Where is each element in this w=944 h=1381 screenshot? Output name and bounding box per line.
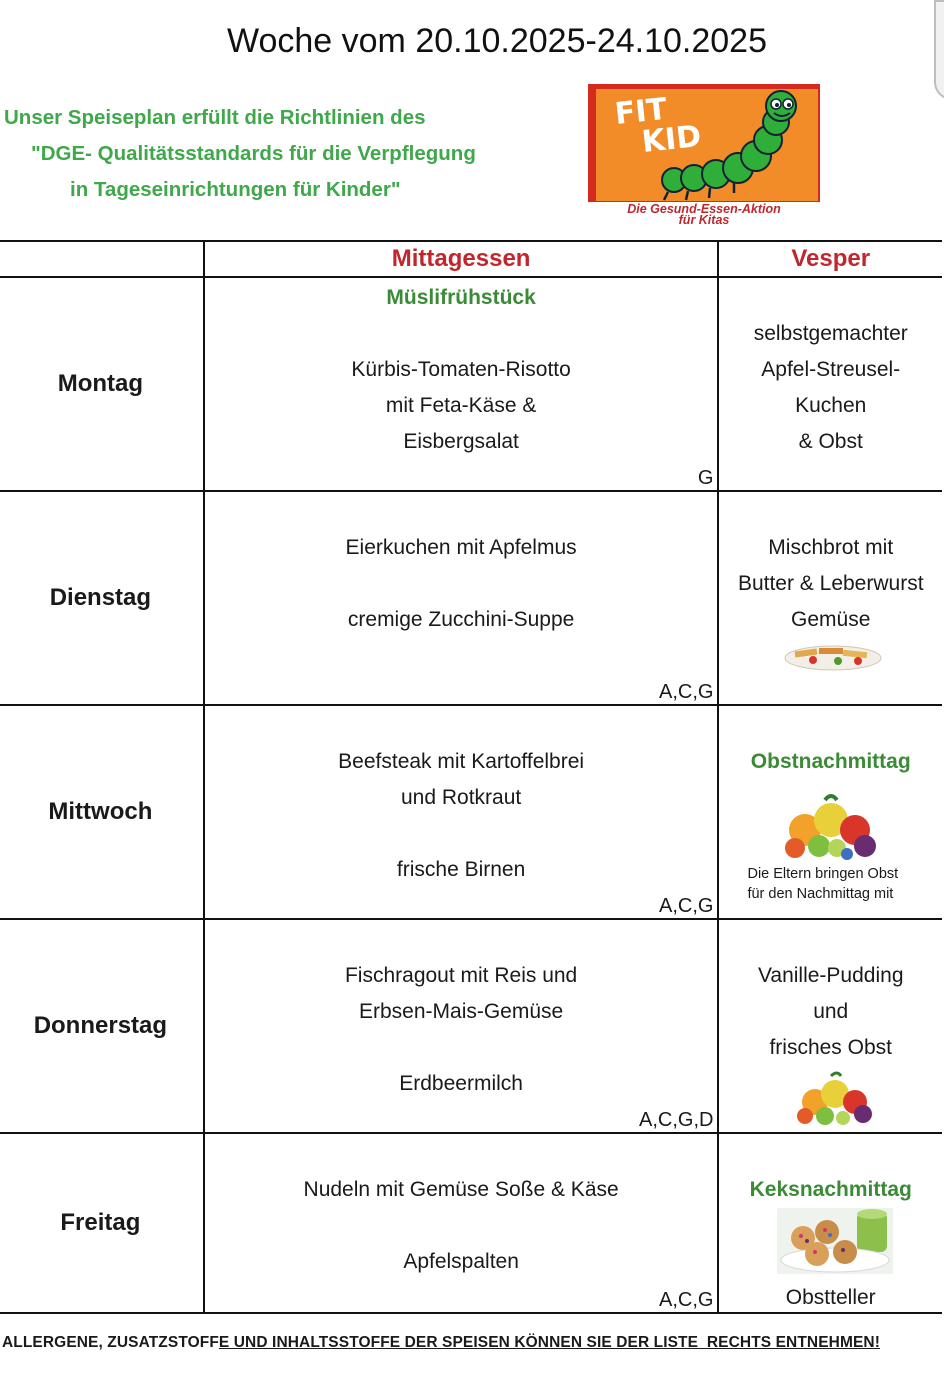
lunch-line — [205, 1030, 718, 1066]
footer-part: E UND INHALTSSTOFFE DER SPEISEN KÖNNEN SIE DER LISTE — [218, 1334, 699, 1351]
page-title: Woche vom 20.10.2025-24.10.2025 — [227, 22, 767, 60]
table-row — [0, 919, 942, 1133]
vesper-line: Apfel-Streusel- — [761, 358, 901, 381]
allergen-codes: G — [697, 467, 714, 489]
footer-part: ALLERGENE, ZUSATZSTOFF — [2, 1334, 219, 1351]
vesper-line: Kuchen — [795, 394, 867, 417]
vesper-note-line: Die Eltern bringen Obst — [747, 866, 899, 882]
vesper-title: Obstnachmittag — [750, 750, 911, 773]
vesper-line: Mischbrot mit — [768, 536, 894, 559]
lunch-line: Erdbeermilch — [399, 1072, 523, 1095]
lunch-special: Müslifrühstück — [386, 286, 536, 309]
lunch-cell — [204, 277, 719, 491]
vesper-title: Keksnachmittag — [749, 1178, 912, 1201]
logo-fit-text: FIT — [613, 91, 669, 132]
day-label: Dienstag — [0, 491, 204, 705]
vesper-footer-text: Obstteller — [785, 1286, 876, 1309]
lunch-cell — [204, 1133, 719, 1313]
lunch-line: Beefsteak mit Kartoffelbrei — [338, 750, 585, 773]
header-vesper: Vesper — [718, 241, 942, 277]
logo-subtitle-line: Die Gesund-Essen-Aktion — [627, 202, 781, 216]
table-row — [0, 1133, 942, 1313]
lunch-line: und Rotkraut — [400, 786, 522, 809]
cookies-icon — [777, 1208, 893, 1274]
vesper-cell — [718, 705, 942, 919]
table-row — [0, 491, 942, 705]
lunch-line: cremige Zucchini-Suppe — [347, 608, 575, 631]
guideline-line: "DGE- Qualitätsstandards für die Verpflegung — [31, 142, 476, 165]
day-label: Montag — [0, 277, 204, 491]
lunch-line: mit Feta-Käse & — [385, 394, 537, 417]
header-day-cell — [0, 241, 204, 277]
footer-part — [698, 1334, 707, 1351]
logo-kid-text: KID — [640, 118, 703, 160]
lunch-line — [205, 816, 718, 852]
allergen-codes: A,C,G — [659, 1289, 714, 1311]
vesper-cell — [718, 491, 942, 705]
lunch-line: Nudeln mit Gemüse Soße & Käse — [303, 1178, 619, 1201]
guideline-line: Unser Speiseplan erfüllt die Richtlinien des — [4, 106, 426, 129]
vesper-cell — [718, 919, 942, 1133]
lunch-line: frische Birnen — [396, 858, 526, 881]
allergen-codes: A,C,G — [659, 895, 714, 917]
table-row — [0, 277, 942, 491]
logo-subtitle-line: für Kitas — [678, 213, 730, 227]
allergen-footer-note — [2, 1334, 880, 1352]
day-label: Donnerstag — [0, 919, 204, 1133]
fruit-pile-icon — [791, 1070, 879, 1126]
logo-subtitle — [588, 204, 820, 226]
lunch-line: Kürbis-Tomaten-Risotto — [351, 358, 571, 381]
vesper-line: selbstgemachter — [753, 322, 908, 345]
vesper-line: & Obst — [798, 430, 863, 453]
guideline-line: in Tageseinrichtungen für Kinder" — [70, 178, 401, 201]
vesper-note-line: für den Nachmittag mit — [747, 886, 894, 902]
vesper-cell — [718, 1133, 942, 1313]
lunch-cell — [204, 919, 719, 1133]
table-row — [0, 705, 942, 919]
vesper-line: Vanille-Pudding — [757, 964, 904, 987]
allergen-codes: A,C,G,D — [639, 1109, 714, 1131]
scroll-handle[interactable] — [934, 0, 944, 100]
lunch-cell — [204, 491, 719, 705]
vesper-cell — [718, 277, 942, 491]
meal-plan-table — [0, 240, 942, 1314]
day-label: Mittwoch — [0, 705, 204, 919]
lunch-cell — [204, 705, 719, 919]
vesper-line: Butter & Leberwurst — [737, 572, 924, 595]
vegetable-platter-icon — [783, 640, 883, 672]
lunch-line: Fischragout mit Reis und — [344, 964, 578, 987]
lunch-line: Eisbergsalat — [403, 430, 519, 453]
table-header-row — [0, 241, 942, 277]
day-label: Freitag — [0, 1133, 204, 1313]
vesper-line: und — [813, 1000, 849, 1023]
allergen-codes: A,C,G — [659, 681, 714, 703]
fruit-bowl-icon — [775, 790, 885, 862]
dge-guideline-text — [0, 100, 560, 208]
lunch-line: Erbsen-Mais-Gemüse — [358, 1000, 564, 1023]
vesper-line: Gemüse — [791, 608, 871, 631]
lunch-line: Apfelspalten — [403, 1250, 519, 1273]
lunch-line — [205, 1208, 718, 1244]
footer-part: RECHTS ENTNEHMEN! — [706, 1334, 880, 1351]
lunch-line: Eierkuchen mit Apfelmus — [345, 536, 577, 559]
header-lunch: Mittagessen — [204, 241, 719, 277]
vesper-line: frisches Obst — [769, 1036, 892, 1059]
lunch-line — [205, 566, 718, 602]
